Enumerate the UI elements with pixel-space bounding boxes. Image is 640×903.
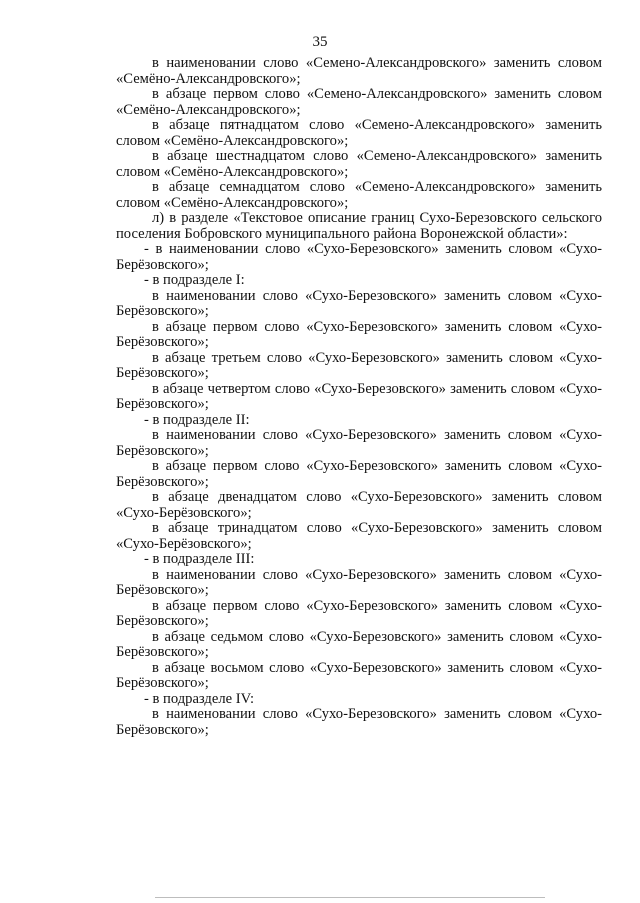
- amendment-paragraph: в абзаце третьем слово «Сухо-Березовского» заменить словом «Сухо-Берёзовского»;: [116, 349, 602, 381]
- amendment-paragraph: в наименовании слово «Сухо-Березовского» заменить словом «Сухо-Берёзовского»;: [116, 427, 602, 459]
- amendment-paragraph: в абзаце шестнадцатом слово «Семено-Александровского» заменить словом «Семёно-Александровского»;: [116, 148, 602, 180]
- amendment-paragraph: в наименовании слово «Сухо-Березовского» заменить словом «Сухо-Берёзовского»;: [116, 566, 602, 598]
- amendment-paragraph: в абзаце семнадцатом слово «Семено-Александровского» заменить словом «Семёно-Александровского»;: [116, 179, 602, 211]
- amendment-paragraph: в абзаце первом слово «Сухо-Березовского» заменить словом «Сухо-Берёзовского»;: [116, 458, 602, 490]
- amendment-paragraph: в наименовании слово «Семено-Александровского» заменить словом «Семёно-Александровского»;: [116, 55, 602, 87]
- subsection-heading: - в подразделе I:: [144, 272, 245, 288]
- bottom-rule: [155, 897, 545, 898]
- amendment-paragraph: в абзаце пятнадцатом слово «Семено-Александровского» заменить словом «Семёно-Александровского»;: [116, 117, 602, 149]
- subsection-heading: - в подразделе II:: [144, 411, 250, 428]
- subsection-heading: - в наименовании слово «Сухо-Березовского» заменить словом «Сухо-Берёзовского»;: [116, 241, 602, 273]
- amendment-paragraph: в абзаце первом слово «Сухо-Березовского» заменить словом «Сухо-Берёзовского»;: [116, 597, 602, 629]
- amendment-paragraph: в абзаце первом слово «Семено-Александровского» заменить словом «Семёно-Александровского»;: [116, 86, 602, 118]
- amendment-paragraph: в наименовании слово «Сухо-Березовского» заменить словом «Сухо-Берёзовского»;: [116, 706, 602, 738]
- amendment-paragraph: в абзаце четвертом слово «Сухо-Березовского» заменить словом «Сухо-Берёзовского»;: [116, 380, 602, 412]
- document-body: [116, 56, 602, 738]
- amendment-paragraph: в абзаце двенадцатом слово «Сухо-Березовского» заменить словом «Сухо-Берёзовского»;: [116, 489, 602, 521]
- amendment-paragraph: в абзаце восьмом слово «Сухо-Березовского» заменить словом «Сухо-Берёзовского»;: [116, 659, 602, 691]
- amendment-paragraph: в абзаце первом слово «Сухо-Березовского» заменить словом «Сухо-Берёзовского»;: [116, 318, 602, 350]
- subsection-heading: - в подразделе IV:: [144, 690, 255, 707]
- amendment-paragraph: в абзаце седьмом слово «Сухо-Березовского» заменить словом «Сухо-Берёзовского»;: [116, 628, 602, 660]
- amendment-paragraph: в наименовании слово «Сухо-Березовского» заменить словом «Сухо-Берёзовского»;: [116, 287, 602, 319]
- amendment-paragraph: в абзаце тринадцатом слово «Сухо-Березовского» заменить словом «Сухо-Берёзовского»;: [116, 520, 602, 552]
- page-number: 35: [312, 34, 328, 50]
- subsection-heading: - в подразделе III:: [144, 551, 255, 567]
- amendment-paragraph: л) в разделе «Текстовое описание границ Сухо-Березовского сельского поселения Бобровского муниципального района Воронежской области»:: [116, 210, 602, 242]
